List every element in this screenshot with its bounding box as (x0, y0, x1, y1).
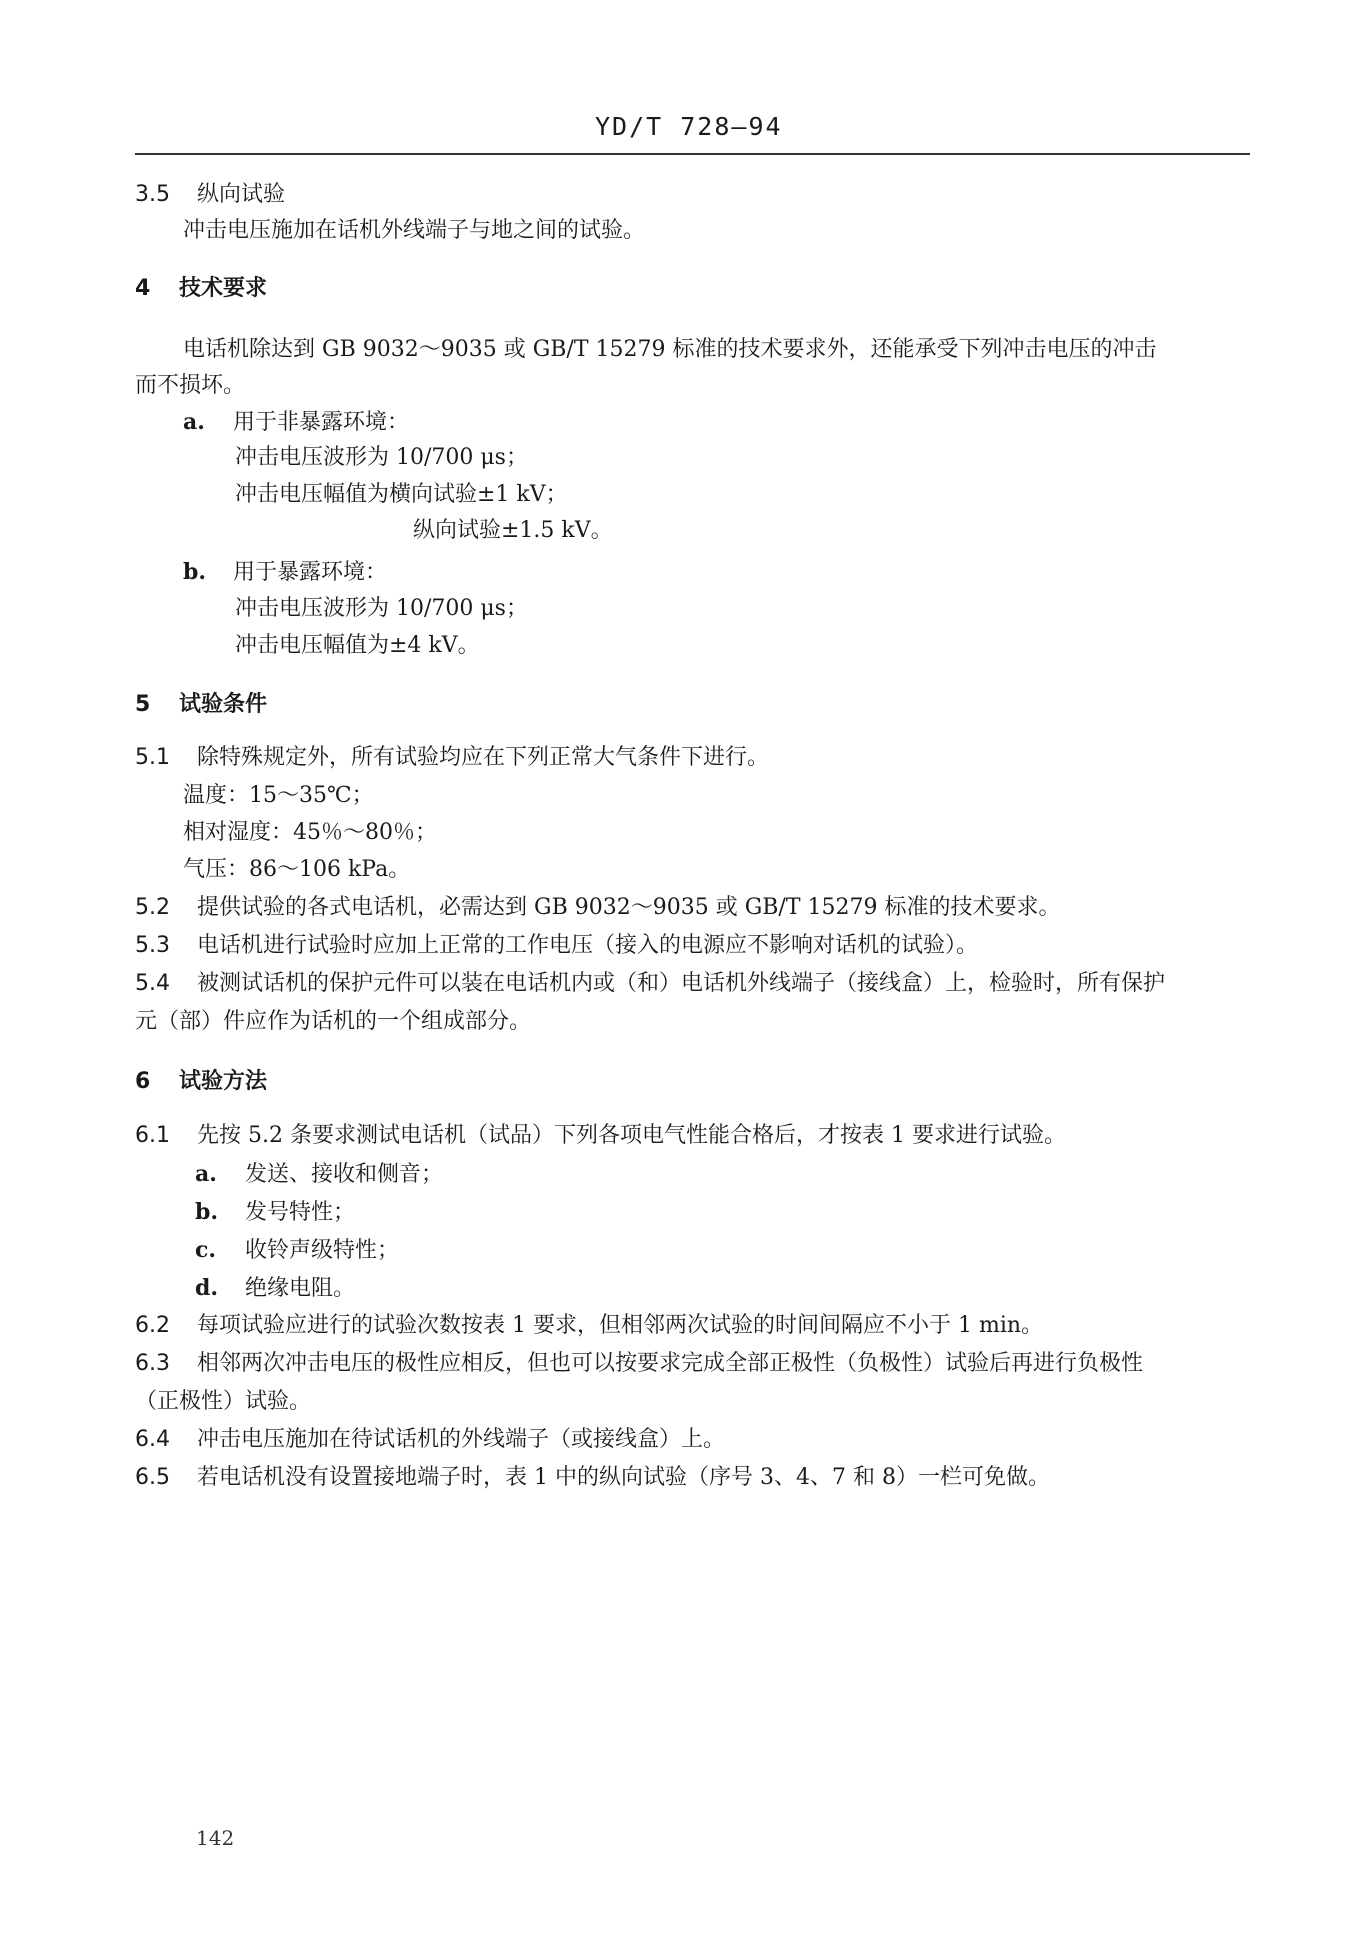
clause-number: 6.3 (135, 1351, 170, 1376)
section-3-5-heading (135, 180, 285, 210)
clause-number: 6.4 (135, 1427, 170, 1452)
clause-number: 5.2 (135, 895, 170, 920)
section-number: 3.5 (135, 182, 170, 207)
clause-6-4 (135, 1425, 725, 1455)
clause-number: 5.4 (135, 971, 170, 996)
clause-text: 相邻两次冲击电压的极性应相反，但也可以按要求完成全部正极性（负极性）试验后再进行负极性 (197, 1351, 1144, 1376)
document-code-header: YD/T 728—94 (595, 112, 783, 141)
clause-5-3 (135, 931, 978, 961)
clause-6-1-item-b (195, 1197, 355, 1228)
section-4-intro-line-2: 而不损坏。 (135, 373, 246, 398)
clause-6-2 (135, 1311, 1043, 1341)
clause-text: 电话机进行试验时应加上正常的工作电压（接入的电源应不影响对话机的试验）。 (197, 933, 979, 958)
clause-text: 冲击电压施加在待试话机的外线端子（或接线盒）上。 (197, 1427, 726, 1452)
clause-text: 提供试验的各式电话机，必需达到 GB 9032～9035 或 GB/T 15279 标准的技术要求。 (197, 895, 1061, 920)
clause-5-1-temperature: 温度：15～35℃； (183, 783, 374, 808)
item-a-line-2: 冲击电压幅值为横向试验±1 kV； (235, 482, 568, 507)
clause-number: 5.3 (135, 933, 170, 958)
header-rule (135, 153, 1250, 155)
section-number: 5 (135, 692, 151, 717)
clause-number: 6.2 (135, 1313, 170, 1338)
item-b-line-1: 冲击电压波形为 10/700 μs； (235, 596, 528, 621)
section-title: 试验方法 (179, 1069, 268, 1094)
section-title: 技术要求 (179, 276, 268, 301)
item-text: 发号特性； (245, 1200, 356, 1225)
section-4-intro-line-1: 电话机除达到 GB 9032～9035 或 GB/T 15279 标准的技术要求外，还能承受下列冲击电压的冲击 (183, 337, 1157, 362)
item-text: 用于非暴露环境： (233, 410, 410, 435)
section-4-heading (135, 274, 267, 304)
item-text: 绝缘电阻。 (245, 1276, 356, 1301)
item-b-title (183, 557, 387, 588)
item-a-line-1: 冲击电压波形为 10/700 μs； (235, 445, 528, 470)
item-a-title (183, 407, 409, 438)
item-text: 用于暴露环境： (233, 560, 388, 585)
clause-5-1 (135, 743, 769, 773)
clause-text: 先按 5.2 条要求测试电话机（试品）下列各项电气性能合格后，才按表 1 要求进行试验。 (197, 1123, 1066, 1148)
item-label: a. (195, 1161, 217, 1187)
section-title: 纵向试验 (197, 182, 286, 207)
section-number: 6 (135, 1069, 151, 1094)
section-6-heading (135, 1067, 267, 1097)
clause-6-1-item-c (195, 1235, 399, 1266)
clause-number: 6.1 (135, 1123, 170, 1148)
clause-text: 每项试验应进行的试验次数按表 1 要求，但相邻两次试验的时间间隔应不小于 1 min。 (197, 1313, 1044, 1338)
item-label: a. (183, 409, 205, 435)
clause-6-1-item-a (195, 1159, 443, 1190)
clause-6-3-line-1 (135, 1349, 1143, 1379)
clause-6-1-item-d (195, 1273, 355, 1304)
clause-5-1-pressure: 气压：86～106 kPa。 (183, 857, 411, 882)
section-number: 4 (135, 276, 151, 301)
clause-number: 6.5 (135, 1465, 170, 1490)
section-3-5-text: 冲击电压施加在话机外线端子与地之间的试验。 (183, 218, 646, 243)
clause-text: 被测试话机的保护元件可以装在电话机内或（和）电话机外线端子（接线盒）上，检验时，所有保护 (197, 971, 1166, 996)
item-a-line-3: 纵向试验±1.5 kV。 (413, 518, 613, 543)
item-label: c. (195, 1237, 217, 1263)
page-number: 142 (196, 1826, 235, 1850)
clause-number: 5.1 (135, 745, 170, 770)
section-title: 试验条件 (179, 692, 268, 717)
clause-5-4-line-1 (135, 969, 1165, 999)
clause-6-5 (135, 1463, 1050, 1493)
clause-5-2 (135, 893, 1061, 923)
clause-5-1-humidity: 相对湿度：45％～80％； (183, 820, 437, 845)
item-text: 收铃声级特性； (245, 1238, 400, 1263)
clause-6-3-line-2: （正极性）试验。 (135, 1389, 312, 1414)
clause-6-1 (135, 1121, 1066, 1151)
clause-text: 若电话机没有设置接地端子时，表 1 中的纵向试验（序号 3、4、7 和 8）一栏可免做。 (197, 1465, 1050, 1490)
item-label: b. (195, 1199, 219, 1225)
item-label: d. (195, 1275, 219, 1301)
section-5-heading (135, 690, 267, 720)
clause-5-4-line-2: 元（部）件应作为话机的一个组成部分。 (135, 1009, 532, 1034)
item-label: b. (183, 559, 207, 585)
clause-text: 除特殊规定外，所有试验均应在下列正常大气条件下进行。 (197, 745, 770, 770)
item-text: 发送、接收和侧音； (245, 1162, 444, 1187)
item-b-line-2: 冲击电压幅值为±4 kV。 (235, 633, 480, 658)
